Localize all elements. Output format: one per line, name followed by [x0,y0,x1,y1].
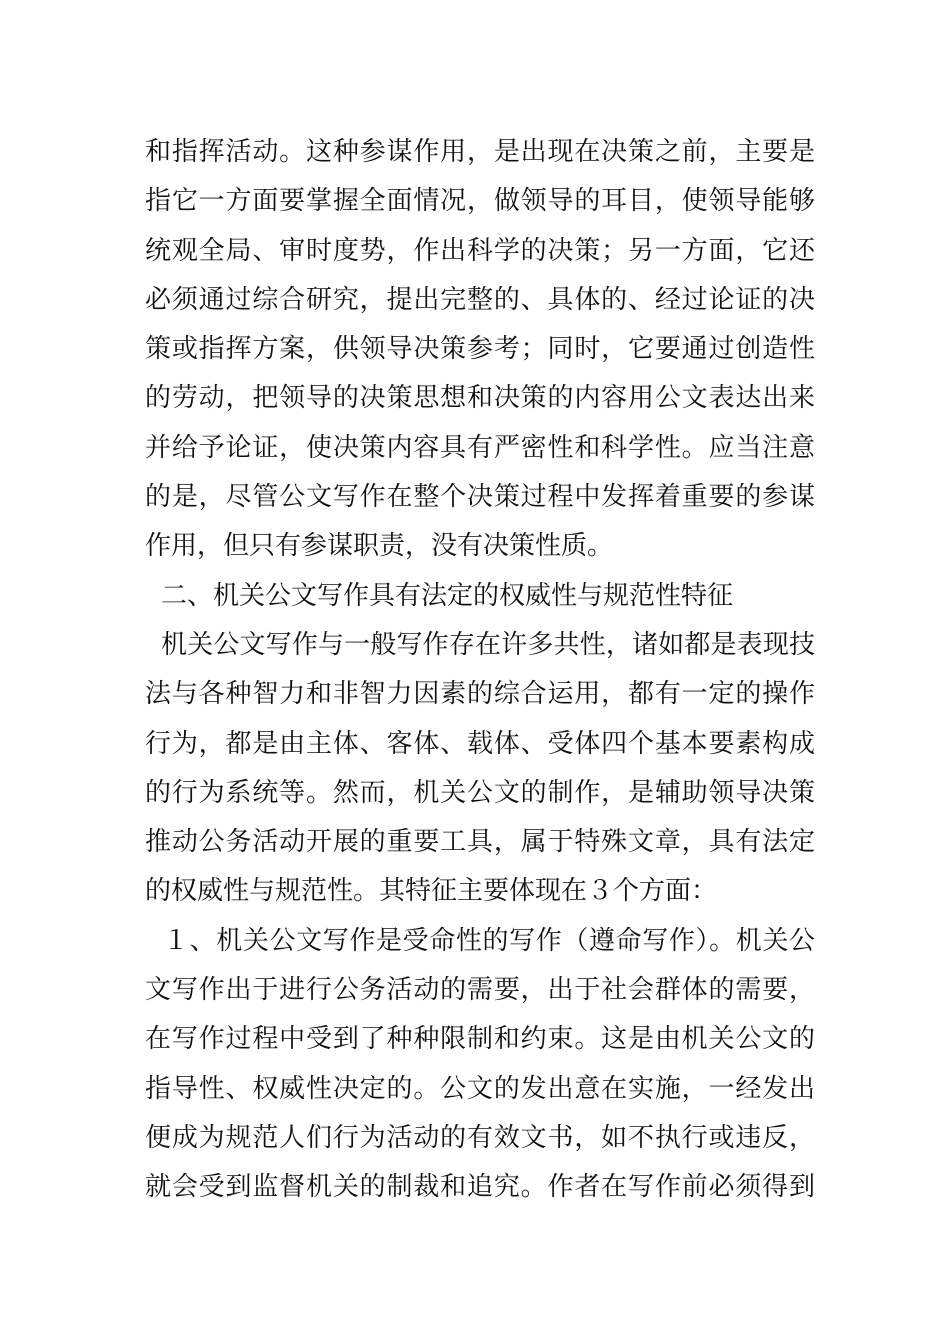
paragraph-line: 必须通过综合研究，提出完整的、具体的、经过论证的决 [145,284,815,315]
paragraph-line: 指它一方面要掌握全面情况，做领导的耳目，使领导能够 [145,186,815,217]
paragraph-line: 法与各种智力和非智力因素的综合运用，都有一定的操作 [145,679,815,710]
paragraph-line: 的行为系统等。然而，机关公文的制作，是辅助领导决策 [145,777,815,808]
paragraph-line: 就会受到监督机关的制裁和追究。作者在写作前必须得到 [145,1172,815,1203]
paragraph-line: 并给予论证，使决策内容具有严密性和科学性。应当注意 [145,432,815,463]
paragraph-line: 的权威性与规范性。其特征主要体现在３个方面： [145,876,718,907]
paragraph-line: 便成为规范人们行为活动的有效文书，如不执行或违反， [145,1122,815,1153]
document-body [145,128,815,1213]
paragraph-line: 机关公文写作与一般写作存在许多共性，诸如都是表现技 [161,629,815,660]
paragraph-line: 在写作过程中受到了种种限制和约束。这是由机关公文的 [145,1024,815,1055]
paragraph-line: 和指挥活动。这种参谋作用，是出现在决策之前，主要是 [145,137,815,167]
paragraph-line: 作用，但只有参谋职责，没有决策性质。 [145,531,614,562]
section-heading: 二、机关公文写作具有法定的权威性与规范性特征 [161,580,734,611]
paragraph-line: 推动公务活动开展的重要工具，属于特殊文章，具有法定 [145,827,815,858]
paragraph-line: 的劳动，把领导的决策思想和决策的内容用公文表达出来 [145,383,815,414]
paragraph-line: 统观全局、审时度势，作出科学的决策；另一方面，它还 [145,235,815,266]
paragraph-line: 指导性、权威性决定的。公文的发出意在实施，一经发出 [145,1073,815,1104]
paragraph-line: 的是，尽管公文写作在整个决策过程中发挥着重要的参谋 [145,482,815,513]
paragraph-line: １、机关公文写作是受命性的写作（遵命写作）。机关公 [163,925,815,956]
paragraph-line: 文写作出于进行公务活动的需要，出于社会群体的需要， [145,975,815,1006]
paragraph-line: 行为，都是由主体、客体、载体、受体四个基本要素构成 [145,728,815,759]
paragraph-line: 策或指挥方案，供领导决策参考；同时，它要通过创造性 [145,334,815,365]
